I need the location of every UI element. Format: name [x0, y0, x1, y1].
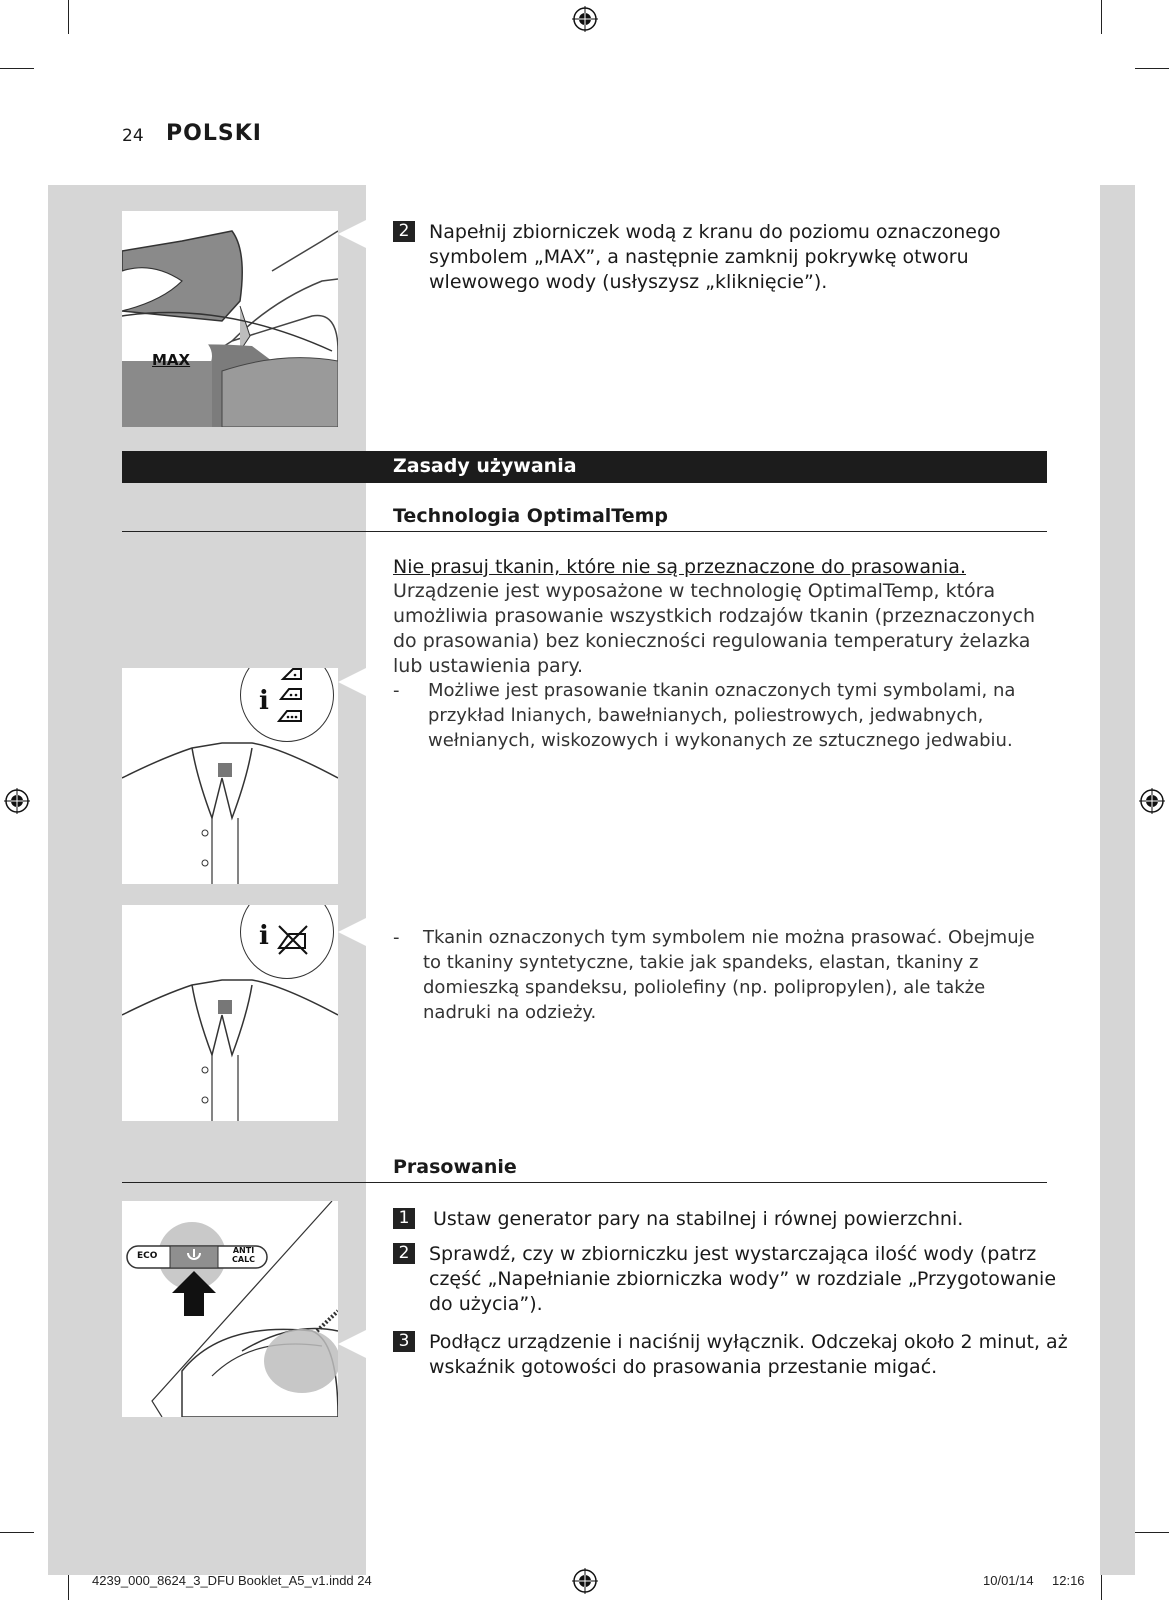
footer-date: 10/01/14	[983, 1573, 1034, 1588]
figure-pointer	[338, 220, 366, 248]
ironing-step-1	[393, 1207, 1073, 1232]
section-title: Zasady używania	[393, 455, 577, 477]
fill-water-illustration	[122, 211, 338, 427]
max-label: MAX	[152, 351, 191, 369]
right-margin-bar	[1100, 185, 1135, 1575]
subheading-ironing: Prasowanie	[393, 1156, 517, 1178]
ironing-step-2	[393, 1242, 1073, 1315]
language-heading: POLSKI	[166, 121, 262, 146]
ironing-step-3	[393, 1330, 1073, 1378]
subheading-optimaltemp: Technologia OptimalTemp	[393, 505, 669, 527]
crop-mark	[68, 0, 69, 34]
figure-pointer	[338, 668, 366, 696]
step-text: Napełnij zbiorniczek wodą z kranu do poziomu oznaczonego symbolem „MAX”, a następnie zamknij pokrywkę otworu wlewowego wody (usłyszysz „kliknięcie”).	[429, 221, 1001, 293]
registration-mark-icon	[572, 6, 598, 32]
crop-mark	[0, 68, 34, 69]
step-text: Ustaw generator pary na stabilnej i równej powierzchni.	[433, 1208, 964, 1230]
calc-label: CALC	[232, 1255, 256, 1264]
page-number: 24	[122, 126, 144, 146]
iron-symbols-icon	[241, 668, 333, 741]
intro-text: Urządzenie jest wyposażone w technologię OptimalTemp, która umożliwia prasowanie wszystkich rodzajów tkanin (przeznaczonych do prasowania) bez konieczności regulowania temperatury żelazka lub ustawienia pary.	[393, 580, 1036, 677]
registration-mark-icon	[1139, 788, 1165, 814]
care-label-bubble	[240, 668, 334, 742]
warning-text: Nie prasuj tkanin, które nie są przeznaczone do prasowania.	[393, 556, 966, 578]
care-label-bubble	[240, 905, 334, 979]
step-text: Sprawdź, czy w zbiorniczku jest wystarczająca ilość wody (patrz część „Napełnianie zbiorniczka wody” w rozdziale „Przygotowanie do użycia”).	[429, 1243, 1057, 1315]
bullet-dash: -	[393, 680, 400, 701]
footer-filename: 4239_000_8624_3_DFU Booklet_A5_v1.indd 24	[92, 1573, 372, 1588]
divider	[122, 531, 1047, 532]
section-banner	[122, 451, 1047, 483]
control-panel-illustration	[122, 1201, 338, 1417]
anticalc-label	[232, 1246, 255, 1264]
svg-text:i: i	[259, 686, 269, 716]
registration-mark-icon	[4, 788, 30, 814]
step-number: 2	[393, 221, 415, 242]
bullet-text: Tkanin oznaczonych tym symbolem nie można prasować. Obejmuje to tkaniny syntetyczne, takie jak spandeks, elastan, tkaniny z domieszką spandeksu, poliolefiny (np. polipropylen), ale także nadruki na odzieży.	[423, 927, 1035, 1023]
footer-time: 12:16	[1052, 1573, 1085, 1588]
divider	[122, 1182, 1047, 1183]
eco-label: ECO	[137, 1251, 158, 1261]
figure-pointer	[338, 1330, 366, 1358]
crop-mark	[1101, 0, 1102, 34]
crop-mark	[0, 1532, 34, 1533]
shirt-ironable-illustration	[122, 668, 338, 884]
anti-label: ANTI	[232, 1246, 255, 1255]
crop-mark	[1135, 1532, 1169, 1533]
bullet-dash: -	[393, 927, 400, 948]
step-number: 1	[393, 1208, 415, 1229]
step-text: Podłącz urządzenie i naciśnij wyłącznik. Odczekaj około 2 minut, aż wskaźnik gotowości do prasowania przestanie migać.	[429, 1331, 1068, 1378]
svg-text:i: i	[259, 921, 269, 951]
no-iron-symbol-icon	[241, 905, 333, 978]
registration-mark-icon	[572, 1568, 598, 1594]
crop-mark	[1135, 68, 1169, 69]
figure-pointer	[338, 918, 366, 946]
fill-step	[393, 220, 1073, 293]
bullet-text: Możliwe jest prasowanie tkanin oznaczonych tymi symbolami, na przykład lnianych, bawełnianych, poliestrowych, jedwabnych, wełnianych, wiskozowych i wykonanych ze sztucznego jedwabiu.	[428, 680, 1016, 751]
shirt-not-ironable-illustration	[122, 905, 338, 1121]
step-number: 2	[393, 1243, 415, 1264]
step-number: 3	[393, 1331, 415, 1352]
